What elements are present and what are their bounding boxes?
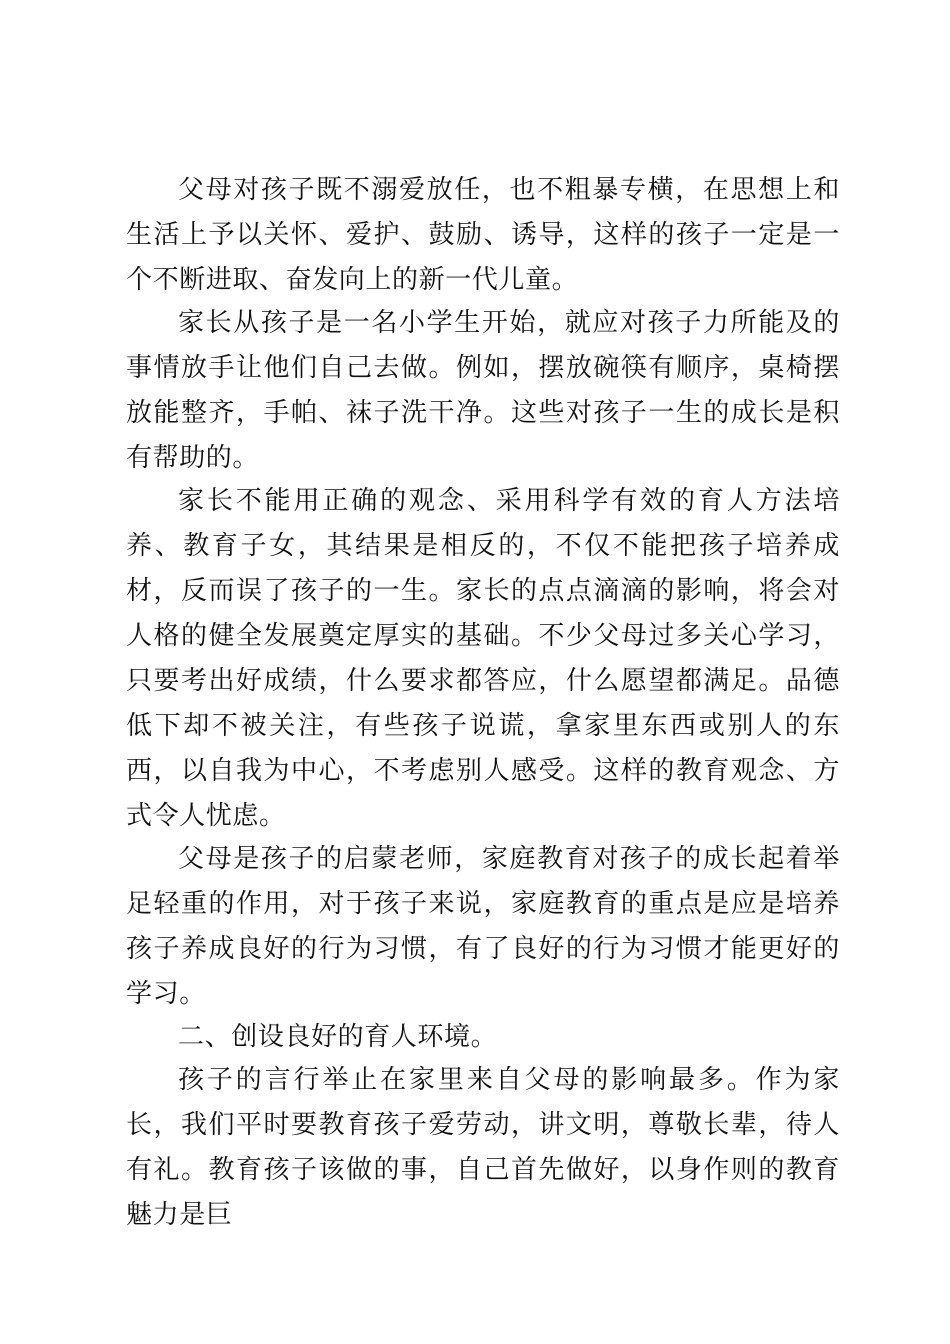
paragraph-3: 家长不能用正确的观念、采用科学有效的育人方法培养、教育子女，其结果是相反的，不仅不能把孩子培养成材，反而误了孩子的一生。家长的点点滴滴的影响，将会对人格的健全发展奠定厚实的基础。不少父母过多关心学习，只要考出好成绩，什么要求都答应，什么愿望都满足。品德低下却不被关注，有些孩子说谎，拿家里东西或别人的东西，以自我为中心，不考虑别人感受。这样的教育观念、方式令人忧虑。 bbox=[126, 486, 840, 831]
paragraph-5: 孩子的言行举止在家里来自父母的影响最多。作为家长，我们平时要教育孩子爱劳动，讲文明，尊敬长辈，待人有礼。教育孩子该做的事，自己首先做好，以身作则的教育魅力是巨 bbox=[126, 1065, 840, 1230]
document-body bbox=[126, 168, 840, 1236]
section-heading: 二、创设良好的育人环境。 bbox=[178, 1022, 498, 1052]
paragraph-4: 父母是孩子的启蒙老师，家庭教育对孩子的成长起着举足轻重的作用，对于孩子来说，家庭教育的重点是应是培养孩子养成良好的行为习惯，有了良好的行为习惯才能更好的学习。 bbox=[126, 844, 840, 1009]
paragraph-2: 家长从孩子是一名小学生开始，就应对孩子力所能及的事情放手让他们自己去做。例如，摆放碗筷有顺序，桌椅摆放能整齐，手帕、袜子洗干净。这些对孩子一生的成长是积有帮助的。 bbox=[126, 308, 840, 473]
paragraph-1: 父母对孩子既不溺爱放任，也不粗暴专横，在思想上和生活上予以关怀、爱护、鼓励、诱导，这样的孩子一定是一个不断进取、奋发向上的新一代儿童。 bbox=[126, 175, 840, 295]
